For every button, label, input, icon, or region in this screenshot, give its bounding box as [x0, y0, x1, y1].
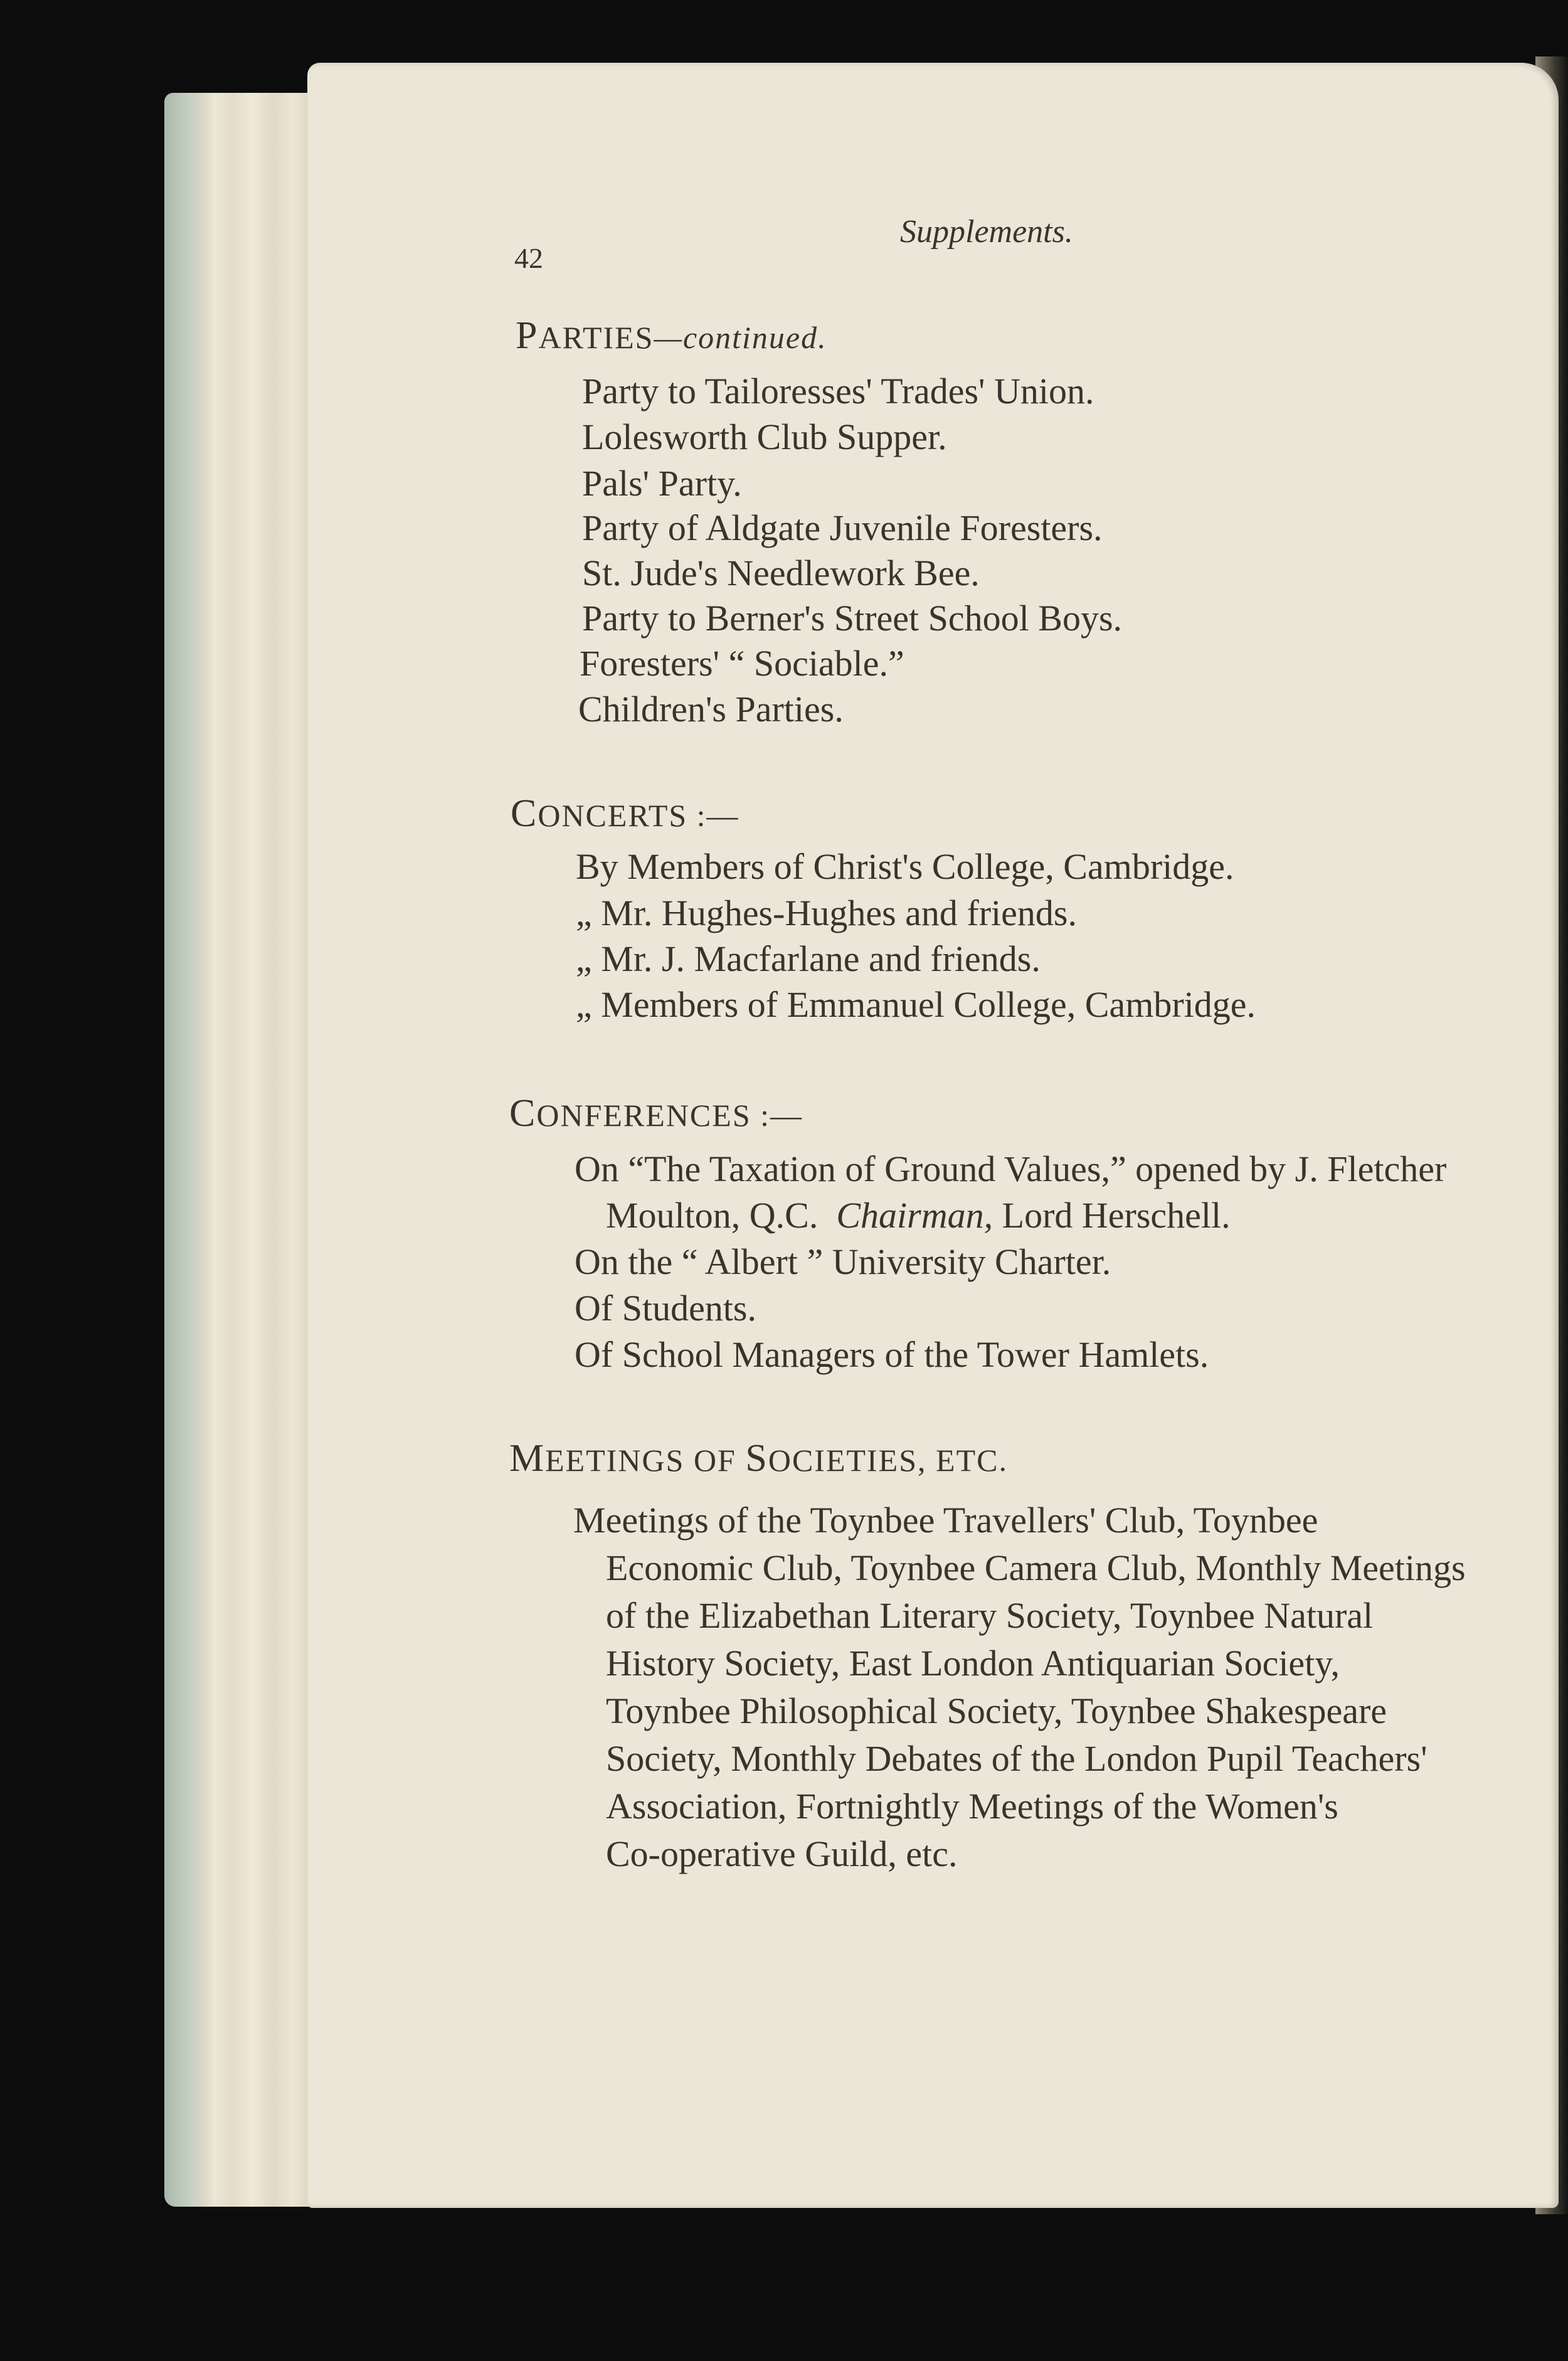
list-item: Pals' Party.	[582, 463, 742, 504]
heading-initial: C	[511, 792, 538, 835]
chairman-name: Lord Herschell.	[1002, 1195, 1231, 1236]
heading-initial: M	[509, 1437, 546, 1480]
speaker: Moulton, Q.C.	[606, 1195, 818, 1236]
section-heading-concerts	[511, 792, 739, 836]
paragraph-line: Association, Fortnightly Meetings of the Women's	[606, 1786, 1338, 1827]
heading-smallcaps: OCIETIES, ETC.	[768, 1443, 1008, 1478]
list-item: By Members of Christ's College, Cambridge.	[576, 846, 1234, 887]
list-item: Foresters' “ Sociable.”	[580, 643, 904, 684]
heading-suffix: —continued.	[654, 320, 827, 355]
section-heading-conferences	[509, 1091, 803, 1136]
chairman-label: Chairman,	[836, 1195, 993, 1236]
paragraph-line: of the Elizabethan Literary Society, Toynbee Natural	[606, 1595, 1374, 1636]
list-item: On “The Taxation of Ground Values,” opened by J. Fletcher	[575, 1149, 1447, 1189]
heading-initial: P	[516, 314, 539, 357]
page-stack-edge	[164, 93, 315, 2207]
section-heading-parties	[516, 314, 827, 358]
list-item: „ Mr. J. Macfarlane and friends.	[576, 938, 1041, 979]
heading-smallcaps: ARTIES	[538, 320, 654, 355]
list-item: „ Members of Emmanuel College, Cambridge.	[576, 984, 1256, 1025]
running-head: Supplements.	[900, 214, 1073, 250]
section-heading-meetings	[509, 1436, 1008, 1481]
heading-smallcaps: ONFERENCES :—	[536, 1098, 803, 1133]
list-item: Party of Aldgate Juvenile Foresters.	[582, 507, 1103, 548]
paragraph-line: Meetings of the Toynbee Travellers' Club, Toynbee	[573, 1500, 1318, 1541]
paragraph-line: Toynbee Philosophical Society, Toynbee Shakespeare	[606, 1690, 1387, 1731]
list-item: Lolesworth Club Supper.	[582, 416, 947, 457]
list-item: Children's Parties.	[578, 689, 844, 730]
heading-initial: C	[509, 1092, 537, 1135]
page-number: 42	[514, 242, 543, 274]
paragraph-line: History Society, East London Antiquarian Society,	[606, 1643, 1340, 1684]
list-item: St. Jude's Needlework Bee.	[582, 553, 980, 593]
paragraph-line: Economic Club, Toynbee Camera Club, Monthly Meetings	[606, 1547, 1466, 1588]
heading-smallcaps: EETINGS OF	[545, 1443, 746, 1478]
list-item: Party to Berner's Street School Boys.	[582, 598, 1123, 639]
list-item-continuation	[606, 1194, 1231, 1236]
list-item: Of School Managers of the Tower Hamlets.	[575, 1334, 1209, 1375]
list-item: „ Mr. Hughes-Hughes and friends.	[576, 893, 1077, 933]
list-item: Of Students.	[575, 1288, 756, 1329]
paragraph-line: Society, Monthly Debates of the London Pupil Teachers'	[606, 1738, 1428, 1779]
heading-smallcaps: ONCERTS :—	[538, 798, 739, 833]
heading-initial: S	[745, 1437, 768, 1480]
list-item: On the “ Albert ” University Charter.	[575, 1241, 1111, 1282]
list-item: Party to Tailoresses' Trades' Union.	[582, 371, 1094, 411]
paragraph-line: Co-operative Guild, etc.	[606, 1833, 958, 1874]
